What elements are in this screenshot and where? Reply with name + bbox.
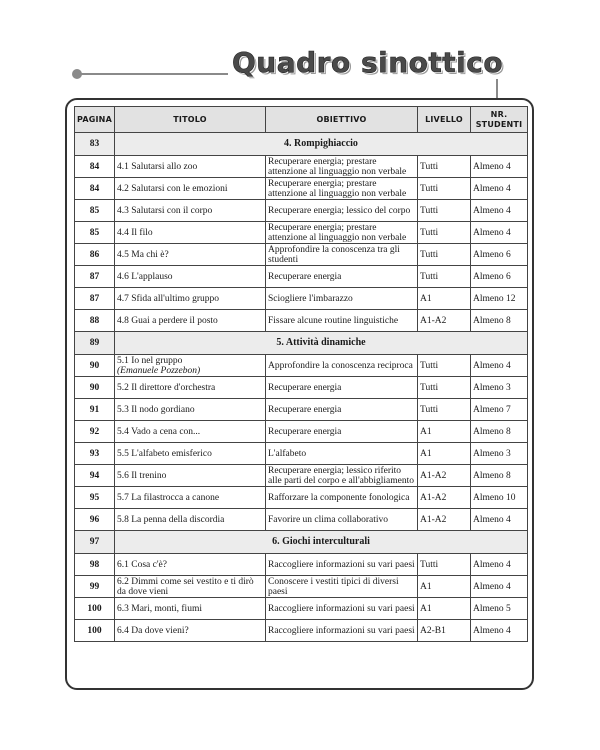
row-titolo: 4.7 Sfida all'ultimo gruppo (115, 288, 266, 310)
table-row (75, 244, 528, 266)
row-page: 100 (75, 620, 115, 642)
row-livello: A1 (418, 288, 471, 310)
row-livello: A1 (418, 443, 471, 465)
row-page: 93 (75, 443, 115, 465)
row-titolo: 5.8 La penna della discordia (115, 509, 266, 531)
row-titolo: 5.5 L'alfabeto emisferico (115, 443, 266, 465)
row-obiettivo: Recuperare energia (266, 399, 418, 421)
row-titolo: 5.4 Vado a cena con... (115, 421, 266, 443)
row-page: 88 (75, 310, 115, 332)
row-page: 86 (75, 244, 115, 266)
table-body (75, 133, 528, 642)
row-studenti: Almeno 6 (471, 244, 528, 266)
row-page: 98 (75, 554, 115, 576)
row-livello: Tutti (418, 222, 471, 244)
table-row (75, 421, 528, 443)
row-livello: Tutti (418, 244, 471, 266)
row-page: 100 (75, 598, 115, 620)
row-livello: A1-A2 (418, 465, 471, 487)
table-row (75, 620, 528, 642)
table-row (75, 266, 528, 288)
row-obiettivo: Raccogliere informazioni su vari paesi (266, 554, 418, 576)
table-row (75, 554, 528, 576)
row-obiettivo: Recuperare energia; prestare attenzione al linguaggio non verbale (266, 222, 418, 244)
row-obiettivo: Fissare alcune routine linguistiche (266, 310, 418, 332)
row-studenti: Almeno 3 (471, 377, 528, 399)
row-titolo: 4.5 Ma chi è? (115, 244, 266, 266)
table-row (75, 200, 528, 222)
row-studenti: Almeno 7 (471, 399, 528, 421)
row-studenti: Almeno 4 (471, 355, 528, 377)
row-studenti: Almeno 4 (471, 554, 528, 576)
row-titolo (115, 355, 266, 377)
row-livello: Tutti (418, 399, 471, 421)
table-row (75, 222, 528, 244)
row-titolo: 4.6 L'applauso (115, 266, 266, 288)
row-page: 92 (75, 421, 115, 443)
row-livello: Tutti (418, 178, 471, 200)
row-obiettivo: Recuperare energia; lessico del corpo (266, 200, 418, 222)
table-row (75, 399, 528, 421)
row-studenti: Almeno 4 (471, 222, 528, 244)
row-livello: A1 (418, 576, 471, 598)
row-titolo: 5.3 Il nodo gordiano (115, 399, 266, 421)
row-studenti: Almeno 8 (471, 310, 528, 332)
row-obiettivo: Approfondire la conoscenza tra gli studenti (266, 244, 418, 266)
row-titolo: 4.8 Guai a perdere il posto (115, 310, 266, 332)
row-obiettivo: Favorire un clima collaborativo (266, 509, 418, 531)
row-studenti: Almeno 4 (471, 200, 528, 222)
row-studenti: Almeno 4 (471, 178, 528, 200)
row-obiettivo: Raccogliere informazioni su vari paesi (266, 620, 418, 642)
table-row (75, 487, 528, 509)
row-obiettivo: Conoscere i vestiti tipici di diversi paesi (266, 576, 418, 598)
row-page: 91 (75, 399, 115, 421)
header-studenti: NR. STUDENTI (471, 107, 528, 133)
header-livello: LIVELLO (418, 107, 471, 133)
row-page: 96 (75, 509, 115, 531)
row-livello: A1-A2 (418, 509, 471, 531)
row-titolo: 4.3 Salutarsi con il corpo (115, 200, 266, 222)
row-page: 90 (75, 377, 115, 399)
row-titolo: 6.3 Mari, monti, fiumi (115, 598, 266, 620)
header-row (75, 107, 528, 133)
row-page: 99 (75, 576, 115, 598)
row-titolo: 5.7 La filastrocca a canone (115, 487, 266, 509)
table-row (75, 288, 528, 310)
table-row (75, 178, 528, 200)
synoptic-table (74, 106, 528, 642)
row-page: 85 (75, 200, 115, 222)
row-livello: Tutti (418, 266, 471, 288)
row-titolo: 4.4 Il filo (115, 222, 266, 244)
section-row (75, 133, 528, 156)
row-obiettivo: Recuperare energia (266, 377, 418, 399)
row-livello: A1 (418, 598, 471, 620)
row-studenti: Almeno 4 (471, 620, 528, 642)
row-studenti: Almeno 4 (471, 576, 528, 598)
row-page: 94 (75, 465, 115, 487)
row-livello: A1-A2 (418, 310, 471, 332)
section-row (75, 332, 528, 355)
section-row (75, 531, 528, 554)
row-livello: Tutti (418, 200, 471, 222)
row-obiettivo: Recuperare energia (266, 266, 418, 288)
row-studenti: Almeno 8 (471, 465, 528, 487)
row-livello: A2-B1 (418, 620, 471, 642)
row-obiettivo: Recuperare energia (266, 421, 418, 443)
row-titolo: 4.2 Salutarsi con le emozioni (115, 178, 266, 200)
section-title: 4. Rompighiaccio (115, 133, 528, 156)
page-title: Quadro sinottico (228, 46, 507, 79)
section-title: 5. Attività dinamiche (115, 332, 528, 355)
row-studenti: Almeno 10 (471, 487, 528, 509)
row-page: 84 (75, 156, 115, 178)
table-row (75, 156, 528, 178)
row-titolo: 5.6 Il trenino (115, 465, 266, 487)
header-titolo: TITOLO (115, 107, 266, 133)
row-page: 87 (75, 266, 115, 288)
row-livello: Tutti (418, 156, 471, 178)
row-titolo: 4.1 Salutarsi allo zoo (115, 156, 266, 178)
table-row (75, 310, 528, 332)
table-row (75, 377, 528, 399)
row-obiettivo: Recuperare energia; lessico riferito alle parti del corpo e all'abbigliamento (266, 465, 418, 487)
row-obiettivo: Sciogliere l'imbarazzo (266, 288, 418, 310)
row-livello: A1-A2 (418, 487, 471, 509)
row-livello: Tutti (418, 377, 471, 399)
row-obiettivo: Recuperare energia; prestare attenzione al linguaggio non verbale (266, 178, 418, 200)
row-titolo: 6.4 Da dove vieni? (115, 620, 266, 642)
row-obiettivo: Rafforzare la componente fonologica (266, 487, 418, 509)
row-page: 85 (75, 222, 115, 244)
row-obiettivo: Raccogliere informazioni su vari paesi (266, 598, 418, 620)
row-studenti: Almeno 6 (471, 266, 528, 288)
table-row (75, 509, 528, 531)
row-livello: Tutti (418, 554, 471, 576)
row-titolo: 6.1 Cosa c'è? (115, 554, 266, 576)
row-titolo-text: 5.1 Io nel gruppo (117, 355, 183, 366)
row-studenti: Almeno 5 (471, 598, 528, 620)
row-obiettivo: Approfondire la conoscenza reciproca (266, 355, 418, 377)
row-obiettivo: Recuperare energia; prestare attenzione al linguaggio non verbale (266, 156, 418, 178)
row-studenti: Almeno 12 (471, 288, 528, 310)
section-page: 97 (75, 531, 115, 554)
table-row (75, 598, 528, 620)
row-titolo: 6.2 Dimmi come sei vestito e ti dirò da dove vieni (115, 576, 266, 598)
row-titolo: 5.2 Il direttore d'orchestra (115, 377, 266, 399)
row-studenti: Almeno 4 (471, 156, 528, 178)
section-page: 83 (75, 133, 115, 156)
row-livello: Tutti (418, 355, 471, 377)
header-obiettivo: OBIETTIVO (266, 107, 418, 133)
row-page: 95 (75, 487, 115, 509)
row-page: 84 (75, 178, 115, 200)
row-page: 90 (75, 355, 115, 377)
table-row (75, 443, 528, 465)
row-studenti: Almeno 4 (471, 509, 528, 531)
header-pagina: PAGINA (75, 107, 115, 133)
row-studenti: Almeno 8 (471, 421, 528, 443)
row-studenti: Almeno 3 (471, 443, 528, 465)
table-row (75, 355, 528, 377)
row-livello: A1 (418, 421, 471, 443)
section-page: 89 (75, 332, 115, 355)
table-row (75, 576, 528, 598)
row-obiettivo: L'alfabeto (266, 443, 418, 465)
table-row (75, 465, 528, 487)
row-page: 87 (75, 288, 115, 310)
row-autore: (Emanuele Pozzebon) (117, 365, 201, 376)
section-title: 6. Giochi interculturali (115, 531, 528, 554)
